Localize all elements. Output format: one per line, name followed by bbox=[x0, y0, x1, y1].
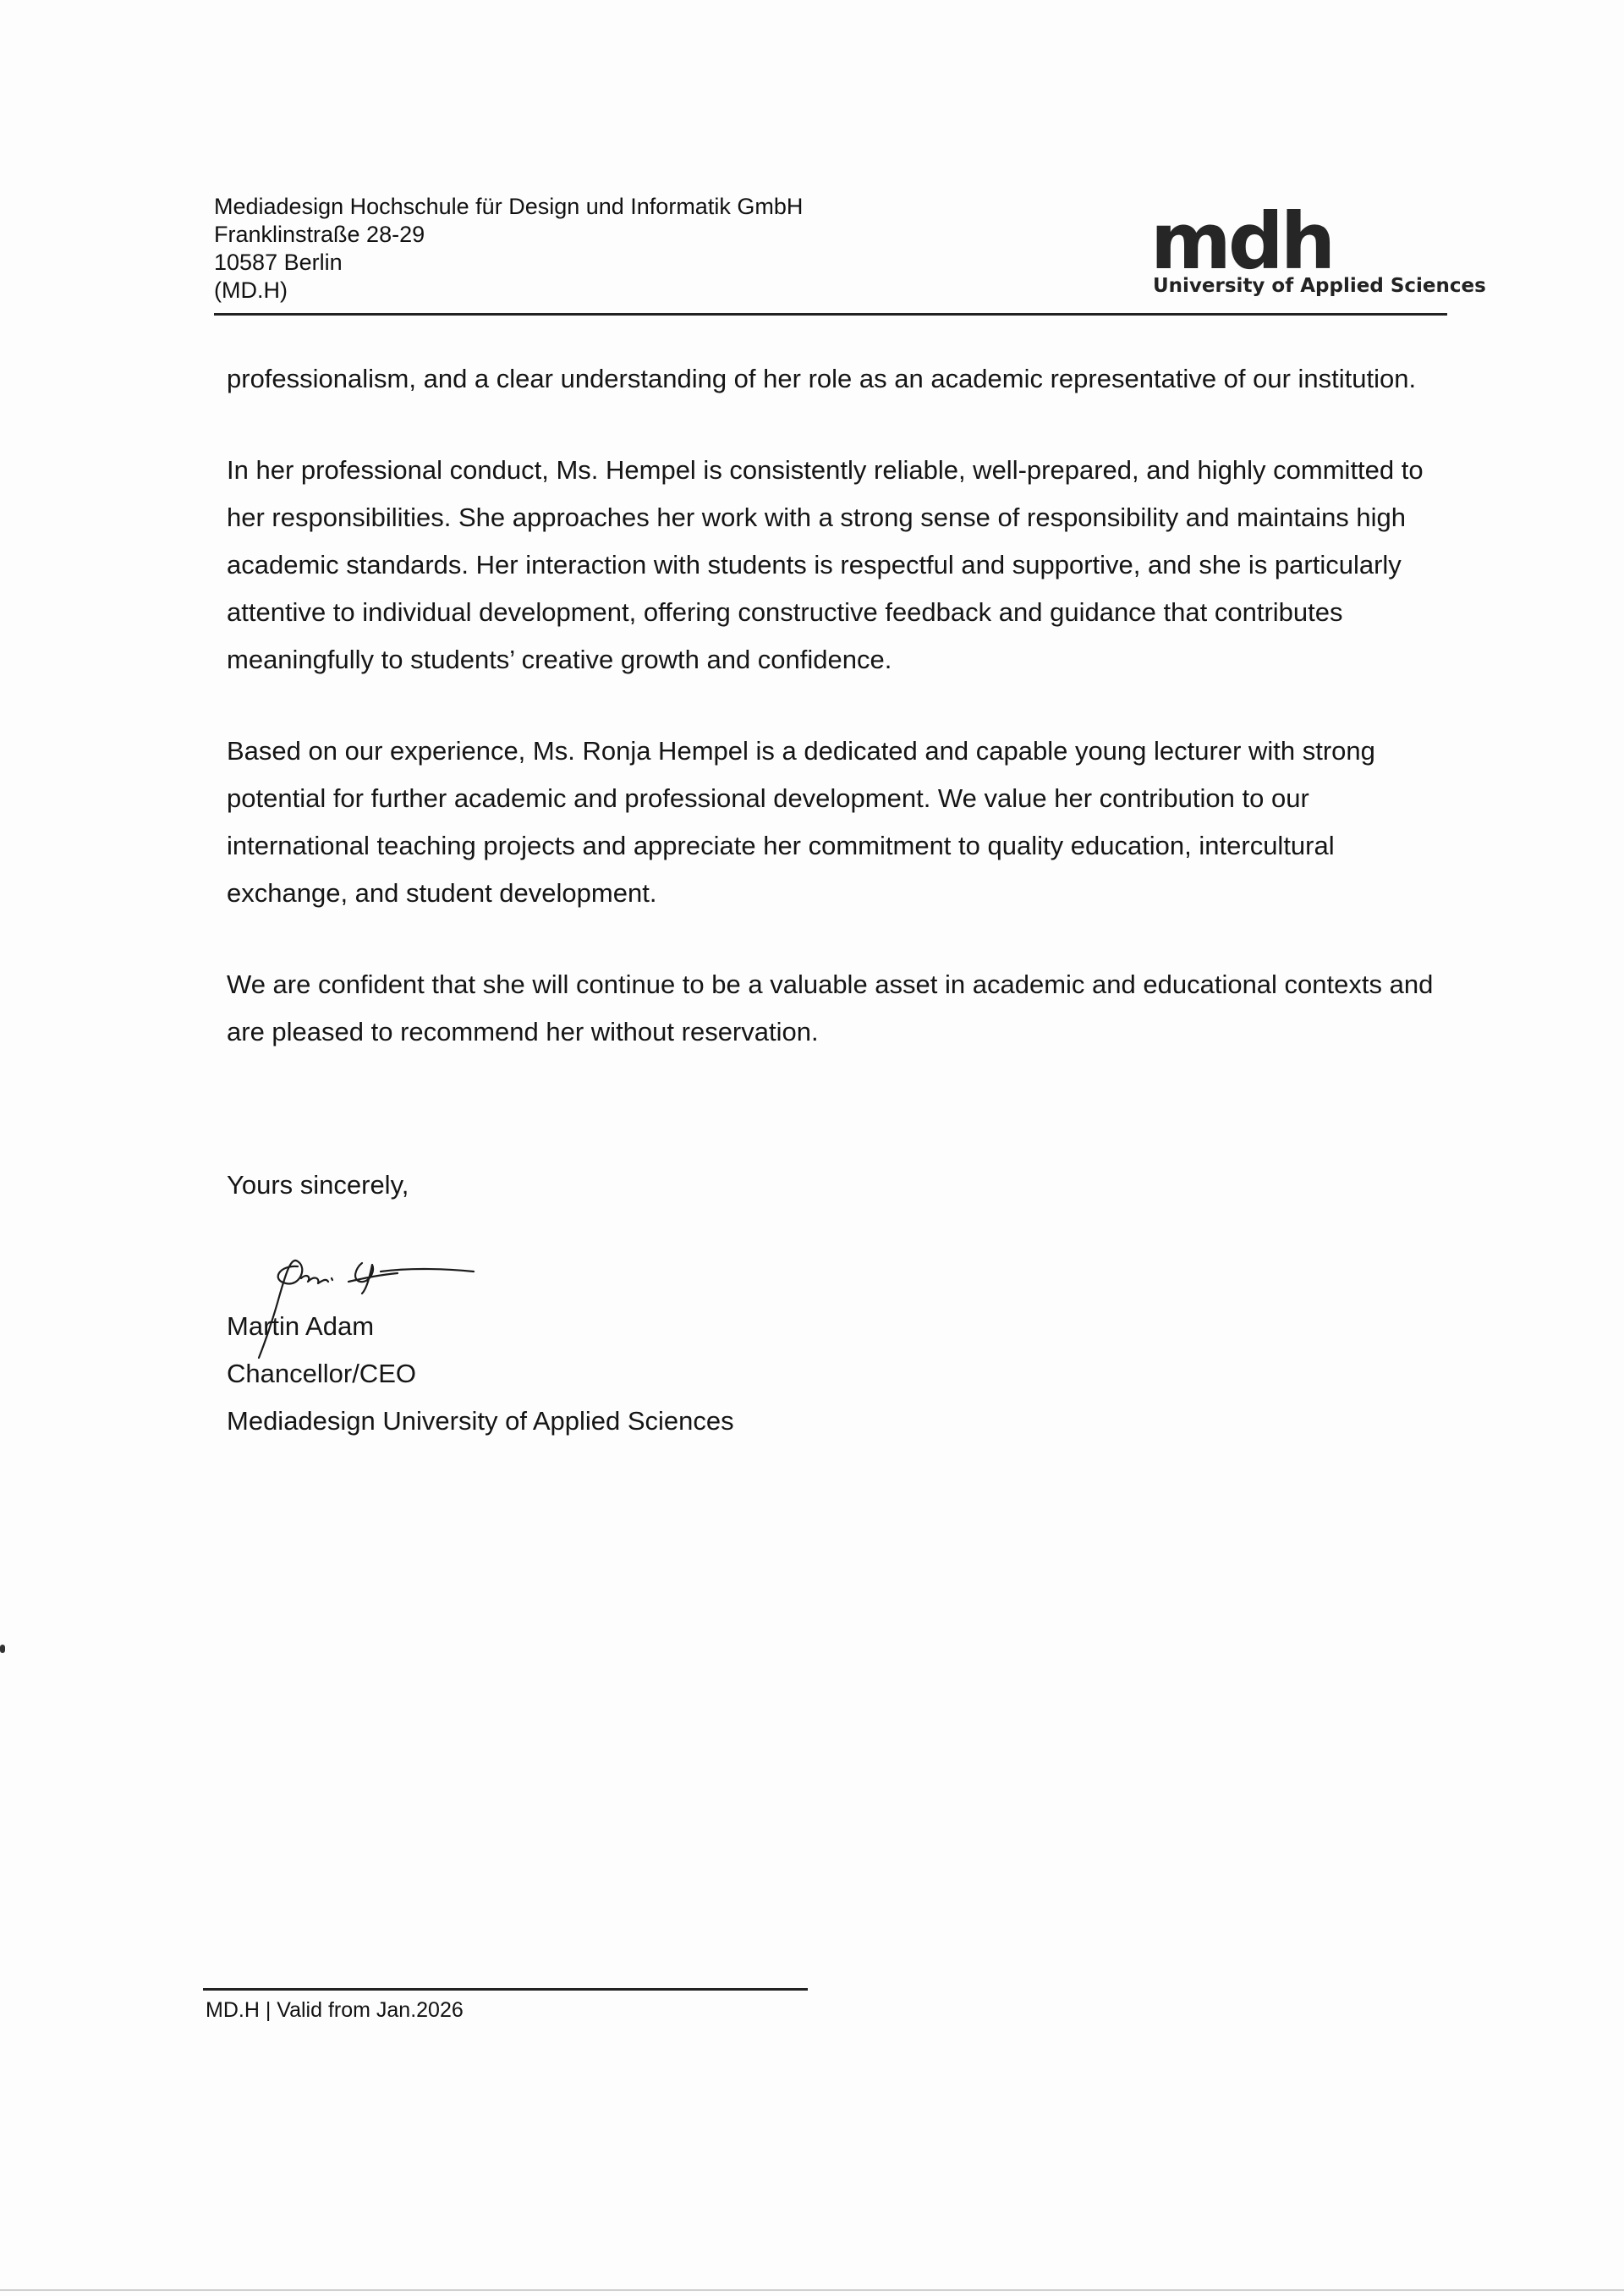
footer-validity: MD.H | Valid from Jan.2026 bbox=[206, 1998, 464, 2022]
signer-name: Martin Adam bbox=[227, 1311, 375, 1341]
scan-mark bbox=[0, 1645, 5, 1653]
body-paragraph-3: Based on our experience, Ms. Ronja Hempel is a dedicated and capable young lecturer with strong potential for further academic and professional development. We value her contribution to our international teaching projects and appreciate her commitment to quality education, intercultural exchange, and student development. bbox=[227, 736, 1375, 908]
footer-divider bbox=[203, 1988, 808, 1991]
signer-block bbox=[227, 1303, 734, 1445]
signer-title: Chancellor/CEO bbox=[227, 1359, 416, 1388]
logo-subtitle: University of Applied Sciences bbox=[1153, 275, 1486, 297]
scan-edge-line bbox=[0, 2289, 1624, 2291]
sender-line-street: Franklinstraße 28-29 bbox=[214, 222, 425, 247]
mdh-logo bbox=[1150, 196, 1486, 305]
sender-line-organization: Mediadesign Hochschule für Design und Informatik GmbH bbox=[214, 194, 804, 219]
header-divider bbox=[214, 313, 1447, 316]
sender-line-city: 10587 Berlin bbox=[214, 250, 343, 275]
signer-organization: Mediadesign University of Applied Sciences bbox=[227, 1406, 734, 1436]
sender-line-abbreviation: (MD.H) bbox=[214, 277, 288, 303]
closing-salutation: Yours sincerely, bbox=[227, 1170, 409, 1200]
body-paragraph-1: professionalism, and a clear understanding of her role as an academic representative of our institution. bbox=[227, 364, 1417, 393]
body-paragraph-4: We are confident that she will continue to be a valuable asset in academic and educational contexts and are pleased to recommend her without reservation. bbox=[227, 969, 1434, 1046]
letter-body bbox=[227, 355, 1445, 1100]
sender-address bbox=[214, 193, 803, 305]
body-paragraph-2: In her professional conduct, Ms. Hempel is consistently reliable, well-prepared, and highly committed to her responsibilities. She approaches her work with a strong sense of responsibility and maintains high academic standards. Her interaction with students is respectful and supportive, and she is particularly attentive to individual development, offering constructive feedback and guidance that contributes meaningfully to students’ creative growth and confidence. bbox=[227, 455, 1424, 674]
logo-mark: mdh bbox=[1150, 196, 1333, 287]
